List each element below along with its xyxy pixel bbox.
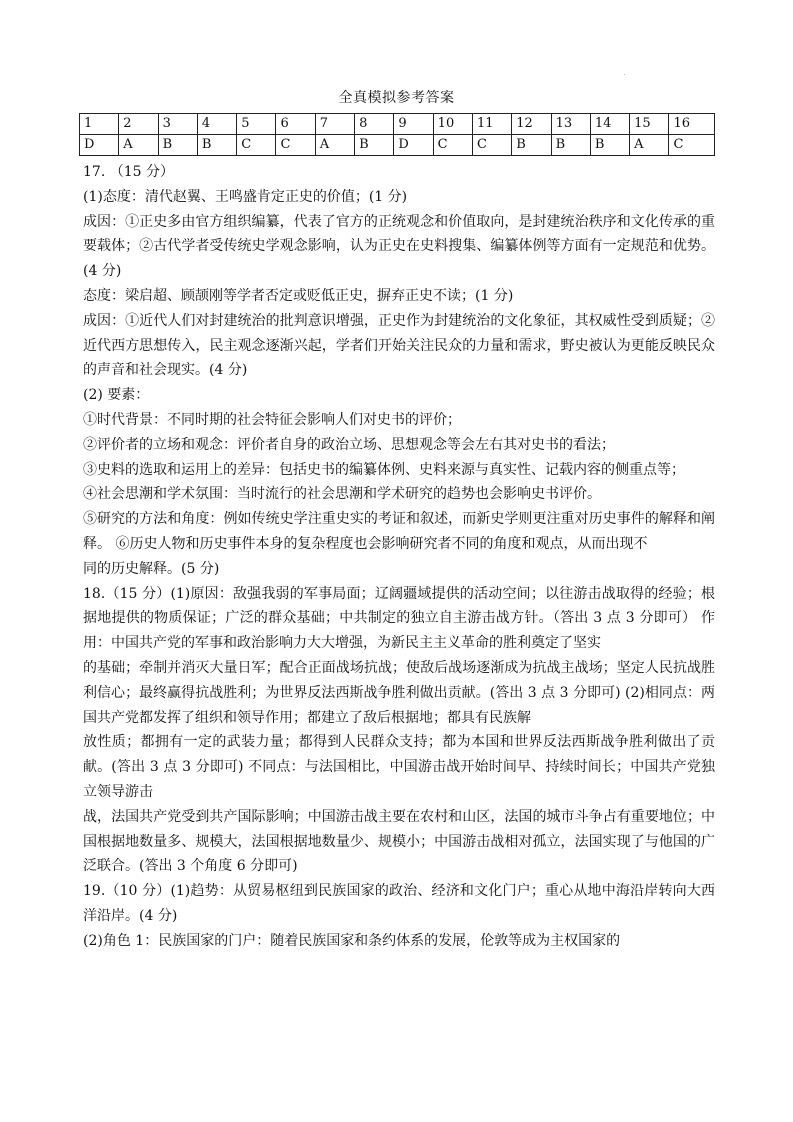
- text-line: 成因：①近代人们对封建统治的批判意识增强，正史作为封建统治的文化象征，其权威性受到质疑；②近代西方思想传入，民主观念逐渐兴起，学者们开始关注民众的力量和需求，野史被认为更能反映民众的声音和社会现实。(4 分): [83, 312, 715, 379]
- question-number-cell: 1: [80, 114, 119, 135]
- text-line: 放性质；都拥有一定的武装力量；都得到人民群众支持；都为本国和世界反法西斯战争胜利做出了贡献。(答出 3 点 3 分即可) 不同点：与法国相比，中国游击战开始时间早、持续时间长；中国共产党独立领导游击: [83, 734, 715, 800]
- text-line: (2) 要素：: [83, 387, 150, 404]
- question-number-cell: 16: [669, 114, 715, 135]
- answer-cell: C: [669, 135, 715, 156]
- text-line: ④社会思潮和学术氛围：当时流行的社会思潮和学术研究的趋势也会影响史书评价。: [83, 486, 601, 503]
- question-number-row: [80, 114, 715, 135]
- text-line: 的基础；牵制并消灭大量日军；配合正面战场抗战；使敌后战场逐渐成为抗战主战场；坚定人民抗战胜利信心；最终赢得抗战胜利；为世界反法西斯战争胜利做出贡献。(答出 3 点 3 分即可) (2)相同点：两国共产党都发挥了组织和领导作用；都建立了敌后根据地；都具有民族解: [83, 659, 715, 726]
- text-line: 18.（15 分）(1)原因：敌强我弱的军事局面；辽阔疆域提供的活动空间；以往游击战取得的经验；根据地提供的物质保证；广泛的群众基础；中共制定的独立自主游击战方针。（答出 3 点 3 分即可） 作用：中国共产党的军事和政治影响力大大增强，为新民主主义革命的胜利奠定了坚实: [83, 585, 715, 652]
- answer-cell: B: [590, 135, 629, 156]
- answer-row: [80, 135, 715, 156]
- answer-explanations: [83, 160, 715, 954]
- question-number-cell: 4: [197, 114, 236, 135]
- question-number-cell: 11: [472, 114, 511, 135]
- question-number-cell: 12: [512, 114, 551, 135]
- text-line: 19.（10 分）(1)趋势：从贸易枢纽到民族国家的政治、经济和文化门户；重心从地中海沿岸转向大西洋沿岸。(4 分): [83, 883, 715, 924]
- text-line: (1)态度：清代赵翼、王鸣盛肯定正史的价值；(1 分): [83, 188, 408, 205]
- question-number-cell: 14: [590, 114, 629, 135]
- answer-cell: C: [472, 135, 511, 156]
- answer-cell: C: [433, 135, 472, 156]
- question-number-cell: 10: [433, 114, 472, 135]
- question-number-cell: 15: [630, 114, 669, 135]
- text-line: 态度：梁启超、顾颉刚等学者否定或贬低正史，摒弃正史不读；(1 分): [83, 287, 514, 304]
- answer-cell: B: [551, 135, 590, 156]
- answer-cell: B: [197, 135, 236, 156]
- question-number-cell: 6: [276, 114, 315, 135]
- answer-cell: B: [158, 135, 197, 156]
- text-line: ⑤研究的方法和角度：例如传统史学注重史实的考证和叙述，而新史学则更注重对历史事件的解释和阐释。 ⑥历史人物和历史事件本身的复杂程度也会影响研究者不同的角度和观点，从而出现不: [83, 511, 715, 552]
- answer-cell: A: [630, 135, 669, 156]
- question-number-cell: 7: [315, 114, 354, 135]
- question-number-cell: 2: [119, 114, 158, 135]
- question-number-cell: 9: [394, 114, 433, 135]
- answer-cell: A: [315, 135, 354, 156]
- answer-cell: C: [276, 135, 315, 156]
- text-line: ③史料的选取和运用上的差异：包括史书的编纂体例、史料来源与真实性、记载内容的侧重点等；: [83, 461, 685, 478]
- answer-cell: C: [237, 135, 276, 156]
- answer-cell: B: [355, 135, 394, 156]
- question-number-cell: 13: [551, 114, 590, 135]
- answer-cell: D: [394, 135, 433, 156]
- question-number-cell: 8: [355, 114, 394, 135]
- answer-cell: D: [80, 135, 119, 156]
- question-number-cell: 5: [237, 114, 276, 135]
- question-number-cell: 3: [158, 114, 197, 135]
- text-line: ②评价者的立场和观念：评价者自身的政治立场、思想观念等会左右其对史书的看法；: [83, 436, 615, 453]
- answer-cell: B: [512, 135, 551, 156]
- scan-speck: [624, 74, 625, 75]
- answer-cell: A: [119, 135, 158, 156]
- text-line: 战，法国共产党受到共产国际影响；中国游击战主要在农村和山区，法国的城市斗争占有重要地位；中国根据地数量多、规模大，法国根据地数量少、规模小；中国游击战相对孤立，法国实现了与他国的广泛联合。(答出 3 个角度 6 分即可): [83, 808, 715, 875]
- text-line: (2)角色 1：民族国家的门户：随着民族国家和条约体系的发展，伦敦等成为主权国家的: [83, 932, 621, 949]
- text-line: 同的历史解释。(5 分): [83, 560, 220, 577]
- text-line: ①时代背景：不同时期的社会特征会影响人们对史书的评价；: [83, 411, 461, 428]
- answer-key-table: [79, 113, 715, 156]
- text-line: 成因：①正史多由官方组织编纂，代表了官方的正统观念和价值取向，是封建统治秩序和文化传承的重要载体；②古代学者受传统史学观念影响，认为正史在史料搜集、编纂体例等方面有一定规范和优势。(4 分): [83, 213, 715, 280]
- text-line: 17. （15 分）: [83, 164, 174, 180]
- page-title: 全真模拟参考答案: [338, 90, 455, 106]
